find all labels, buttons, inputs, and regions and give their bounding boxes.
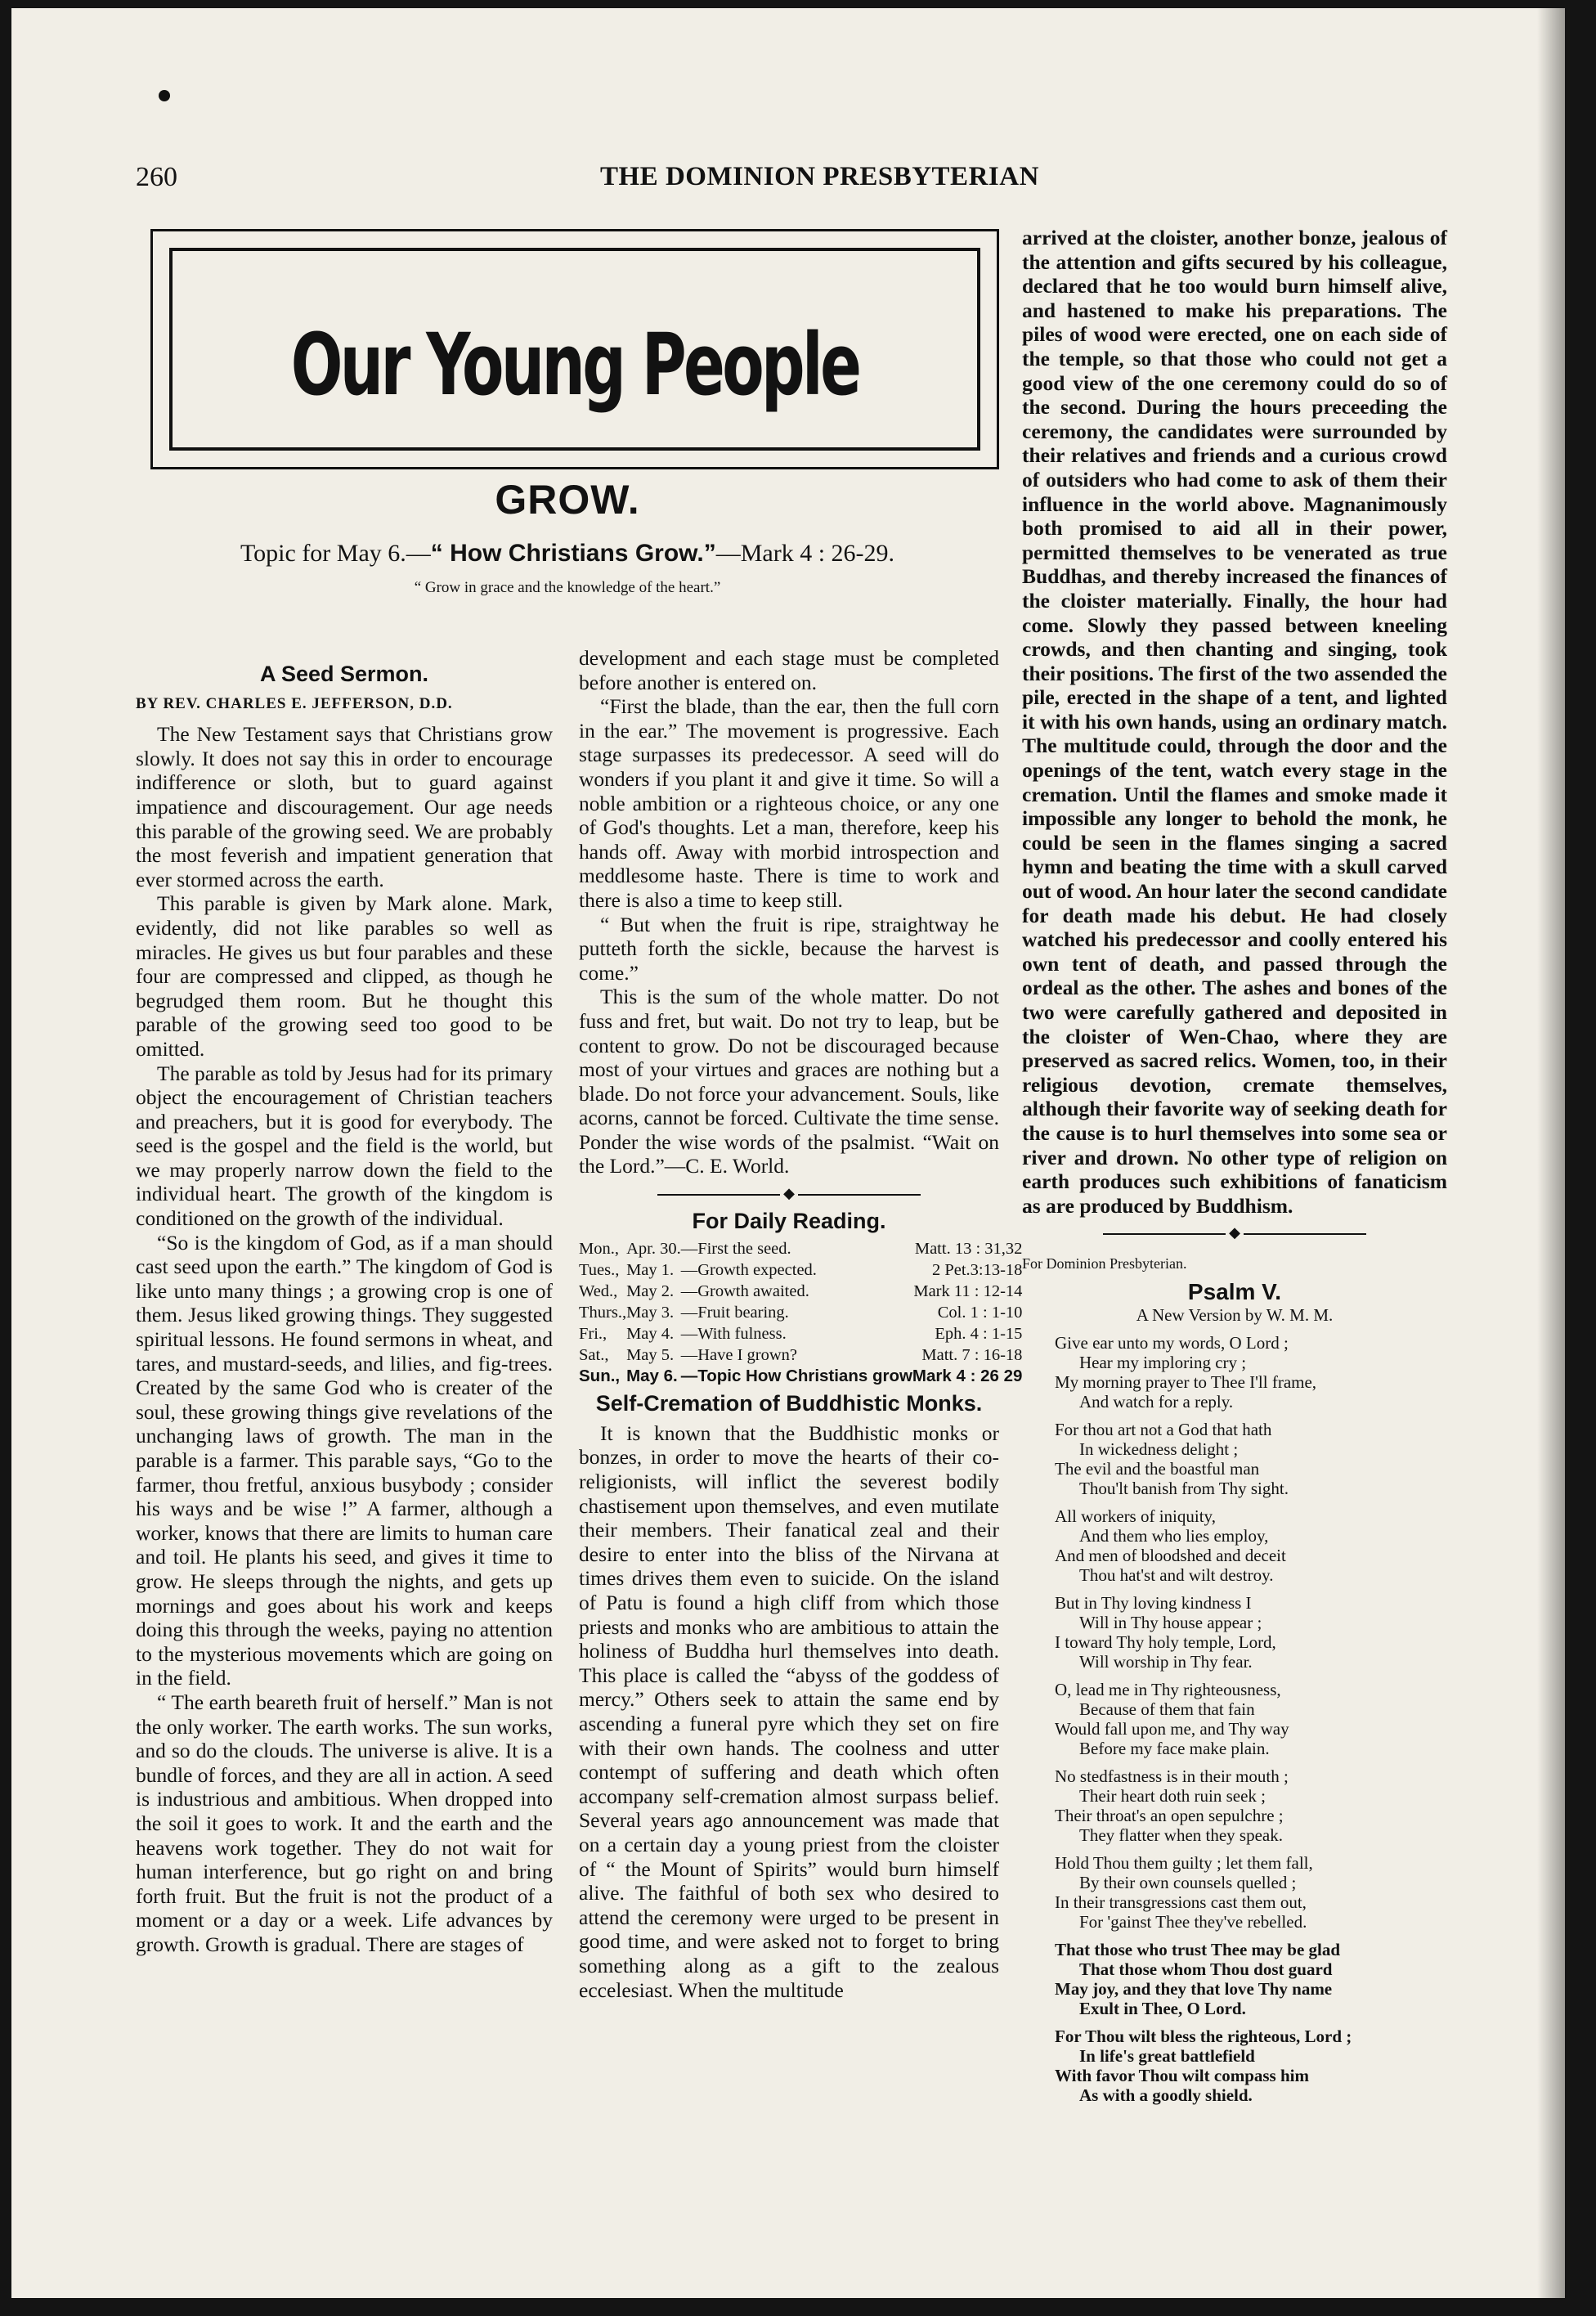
psalm-stanza: O, lead me in Thy righteousness, Because of them that fain Would fall upon me, and Thy way Before my face make plain. bbox=[1055, 1679, 1289, 1758]
table-row: Sat., May 5. —Have I grown? Matt. 7 : 16-18 bbox=[579, 1346, 1023, 1365]
page-number: 260 bbox=[136, 162, 177, 192]
column-3 bbox=[1022, 226, 1447, 2113]
table-row: Thurs., May 3. —Fruit bearing. Col. 1 : 1-10 bbox=[579, 1304, 1023, 1322]
paragraph: The New Testament says that Christians grow slowly. It does not say this in order to encourage indifference or sloth, but to guard against impatience and discouragement. Our age needs this parable of the growing seed. We are probably the most feverish and impatient generation that ever stormed across the earth. bbox=[136, 722, 553, 891]
paragraph: This parable is given by Mark alone. Mark, evidently, did not like parables so well as miracles. He gives us but four parables and these four are compressed and clipped, as though he begrudged them room. But he thought this parable of the growing seed too good to be omitted. bbox=[136, 891, 553, 1061]
table-row: Fri., May 4. —With fulness. Eph. 4 : 1-15 bbox=[579, 1325, 1023, 1344]
column-2 bbox=[579, 646, 1023, 2002]
table-row: Tues., May 1. —Growth expected. 2 Pet.3:13-18 bbox=[579, 1261, 1023, 1280]
running-title: THE DOMINION PRESBYTERIAN bbox=[600, 162, 1039, 191]
paragraph: “First the blade, than the ear, then the full corn in the ear.” The movement is progressive. Each stage surpasses its predecessor. A seed will do wonders if you plant it and give it time. So will a noble ambition or a righteous choice, or any one of God's thoughts. Let a man, therefore, keep his hands off. Away with morbid introspection and meddlesome haste. There is time to work and there is also a time to keep still. bbox=[579, 694, 999, 912]
psalm-stanza: All workers of iniquity, And them who lies employ, And men of bloodshed and deceit Thou hat'st and wilt destroy. bbox=[1055, 1506, 1286, 1585]
seed-sermon-heading: A Seed Sermon. bbox=[259, 662, 429, 686]
topic-line bbox=[136, 540, 999, 568]
paragraph: “ But when the fruit is ripe, straightway he putteth forth the sickle, because the harvest is come.” bbox=[579, 912, 999, 985]
daily-reading-heading: For Daily Reading. bbox=[692, 1208, 886, 1233]
psalm-stanza: Hold Thou them guilty ; let them fall, By their own counsels quelled ; In their transgressions cast them out, For 'gainst Thee they've rebelled. bbox=[1055, 1852, 1313, 1932]
ornament-divider: ◆ bbox=[579, 1182, 999, 1206]
byline: BY REV. CHARLES E. JEFFERSON, D.D. bbox=[136, 694, 453, 712]
paragraph: arrived at the cloister, another bonze, jealous of the attention and gifts secured by his colleague, declared that he too would burn himself alive, and hastened to make his preparations. The piles of wood were erected, one on each side of the temple, so that those who could not get a good view of the one ceremony could do so of the second. During the hours preceeding the ceremony, the candidates were surrounded by their relatives and friends and a curious crowd of outsiders who had come to ask of them their influence in the world above. Magnanimously both promised to aid all in their power, permitted themselves to be venerated as true Buddhas, and thereby increased the finances of the cloister materially. Finally, the hour had come. Slowly they passed between kneeling crowds, and then chanting and singing, took their positions. The first of the two assended the pile, erected in the shape of a tent, and lighted it with his own hands, using an ordinary match. The multitude could, through the door and the openings of the tent, watch every stage in the cremation. Until the flames and smoke made it impossible any longer to behold the monk, he could be seen in the flames singing a sacred hymn and beating the time with a skull carved out of wood. An hour later the second candidate for death made his debut. He had closely watched his predecessor and coolly entered his own tent of death, and passed through the ordeal as the other. The ashes and bones of the two were carefully gathered and deposited in the cloister of Wen-Chao, where they are preserved as sacred relics. Women, too, in their religious devotion, cremate themselves, although their favorite way of seeking death for the cause is to hurl themselves into some sea or river and drown. No other type of religion on earth produces such exhibitions of fanaticism as are produced by Buddhism. bbox=[1022, 226, 1447, 1218]
banner-inner-frame bbox=[169, 248, 980, 451]
psalm-subtitle: A New Version by W. M. M. bbox=[1136, 1305, 1334, 1326]
paragraph: The parable as told by Jesus had for its primary object the encouragement of Christian teachers and preachers, but it is good for everybody. The seed is the gospel and the field is the world, but we may properly narrow down the field to the individual heart. The growth of the kingdom is conditioned on the growth of the individual. bbox=[136, 1061, 553, 1231]
newspaper-page bbox=[11, 8, 1565, 2298]
topic-bold: “ How Christians Grow.” bbox=[430, 540, 716, 567]
paragraph: “ The earth beareth fruit of herself.” Man is not the only worker. The earth works. The sun works, and so do the clouds. The universe is alive. It is a bundle of forces, and they are all in action. A seed is industrious and ambitious. When dropped into the soil it goes to work. It and the earth and the heavens work together. They do not wait for human interference, but go right on and bring forth fruit. But the fruit is not the product of a moment or a day or a week. Life advances by growth. Growth is gradual. There are stages of bbox=[136, 1690, 553, 1956]
psalm-stanza: Give ear unto my words, O Lord ; Hear my imploring cry ; My morning prayer to Thee I'll frame, And watch for a reply. bbox=[1055, 1332, 1317, 1412]
ink-dot bbox=[159, 90, 170, 101]
ornament-divider: ◆ bbox=[1022, 1221, 1447, 1246]
psalm-stanza: No stedfastness is in their mouth ; Their heart doth ruin seek ; Their throat's an open sepulchre ; They flatter when they speak. bbox=[1055, 1766, 1289, 1845]
column-1 bbox=[136, 662, 553, 1956]
paragraph: It is known that the Buddhistic monks or bonzes, in order to move the hearts of their co-religionists, will inflict the severest bodily chastisement upon themselves, and even mutilate their members. Their fanatical zeal and their desire to enter into the bliss of the Nirvana at times drives them even to suicide. On the island of Patu is found a high cliff from which those priests and monks who are ambitious to attain the holiness of Buddha hurl themselves into death. This place is called the “abyss of the goddess of mercy.” Others seek to attain the same end by ascending a funeral pyre which they set on fire with their own hands. The coolness and utter contempt of suffering and death which often accompany self-cremation almost surpass belief. Several years ago announcement was made that on a certain day a young priest from the cloister of “ the Mount of Spirits” would burn himself alive. The faithful of both sex who desired to attend the ceremony were urged to be present in good time, and were asked not to forget to bring something along as a gift to the zealous eccelesiast. When the multitude bbox=[579, 1421, 999, 2002]
epigraph: “ Grow in grace and the knowledge of the heart.” bbox=[414, 579, 721, 596]
psalm-credit: For Dominion Presbyterian. bbox=[1022, 1254, 1187, 1272]
topic-reference: —Mark 4 : 26-29. bbox=[715, 540, 895, 567]
section-title: GROW. bbox=[495, 477, 640, 523]
psalm-stanza: For thou art not a God that hath In wickedness delight ; The evil and the boastful man Thou'lt banish from Thy sight. bbox=[1055, 1419, 1289, 1498]
paragraph: This is the sum of the whole matter. Do not fuss and fret, but wait. Do not try to leap, but be content to grow. Do not be discouraged because most of your virtues and graces are nothing but a blade. Do not force your advancement. Souls, like acorns, cannot be forced. Cultivate the time sense. Ponder the wise words of the psalmist. “Wait on the Lord.”—C. E. World. bbox=[579, 985, 999, 1178]
cremation-heading: Self-Cremation of Buddhistic Monks. bbox=[595, 1391, 983, 1416]
paragraph: “So is the kingdom of God, as if a man should cast seed upon the earth.” The kingdom of God is like unto many things ; a growing crop is one of them. Jesus liked growing things. They suggested spiritual lessons. He found sermons in wheat, and tares, and mustard-seeds, and lilies, and fig-trees. Created by the same God who is creater of the soul, these growing things give revelations of the unchanging laws of growth. The man in the parable is a farmer. This parable says, “Go to the farmer, thou fretful, anxious busybody ; consider his ways and be wise !” A farmer, although a worker, knows that there are limits to human care and toil. He plants his seed, and gives it time to grow. He sleeps through the nights, and gets up mornings and goes about his work and keeps doing this through the weeks, paying no attention to the mysterious movements which are going on in the field. bbox=[136, 1230, 553, 1690]
psalm-stanza: For Thou wilt bless the righteous, Lord ; In life's great battlefield With favor Thou wilt compass him As with a goodly shield. bbox=[1055, 2026, 1352, 2105]
psalm-title: Psalm V. bbox=[1187, 1278, 1282, 1304]
page-edge-shadow bbox=[1537, 8, 1565, 2298]
daily-reading-table bbox=[579, 1238, 1022, 1387]
banner-title: Our Young People bbox=[290, 315, 859, 415]
psalm-stanza: That those who trust Thee may be glad That those whom Thou dost guard May joy, and they that love Thy name Exult in Thee, O Lord. bbox=[1055, 1939, 1341, 2018]
section-banner bbox=[150, 229, 999, 469]
table-row: Wed., May 2. —Growth awaited. Mark 11 : 12-14 bbox=[579, 1282, 1023, 1301]
topic-prefix: Topic for May 6.— bbox=[240, 540, 431, 567]
table-row: Sun., May 6. —Topic How Christians grow Mark 4 : 26 29 bbox=[579, 1367, 1023, 1386]
table-row: Mon., Apr. 30. —First the seed. Matt. 13 : 31,32 bbox=[579, 1240, 1023, 1259]
psalm-stanza: But in Thy loving kindness I Will in Thy house appear ; I toward Thy holy temple, Lord, Will worship in Thy fear. bbox=[1055, 1592, 1276, 1672]
paragraph: development and each stage must be completed before another is entered on. bbox=[579, 646, 999, 694]
